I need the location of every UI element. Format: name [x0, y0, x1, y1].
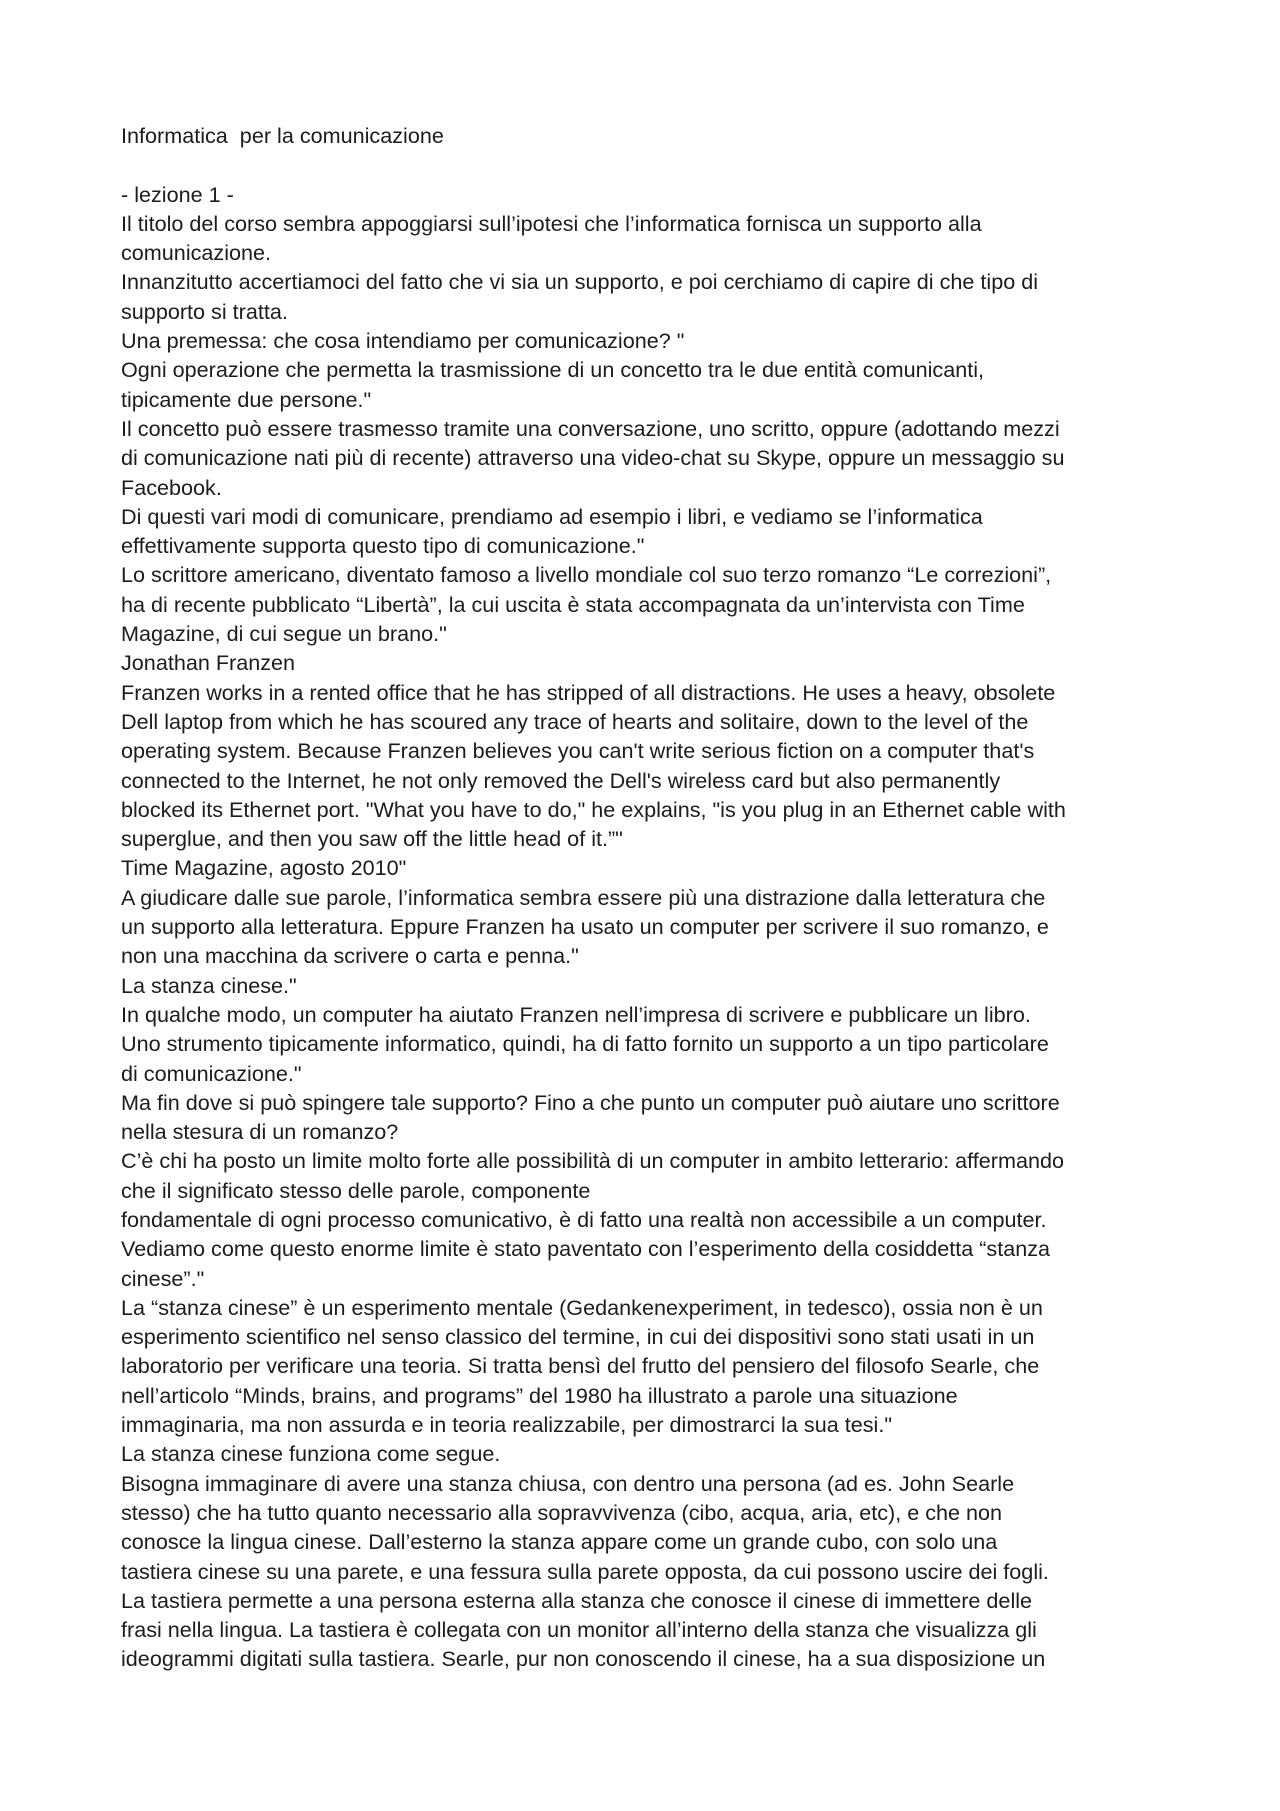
paragraph: Il titolo del corso sembra appoggiarsi sull’ipotesi che l’informatica fornisca un supporto alla comunicazione.: [121, 210, 982, 266]
paragraph: Di questi vari modi di comunicare, prendiamo ad esempio i libri, e vediamo se l’informatica effettivamente supporta questo tipo di comunicazione.": [121, 503, 983, 559]
paragraph: In qualche modo, un computer ha aiutato Franzen nell’impresa di scrivere e pubblicare un libro. Uno strumento tipicamente informatico, quindi, ha di fatto fornito un supporto a un tipo particolare di comunicazione.": [121, 1001, 1049, 1086]
paragraph: Il concetto può essere trasmesso tramite una conversazione, uno scritto, oppure (adottando mezzi di comunicazione nati più di recente) attraverso una video-chat su Skype, oppure un messaggio su Facebook.: [121, 415, 1065, 500]
paragraph: Ma fin dove si può spingere tale supporto? Fino a che punto un computer può aiutare uno scrittore nella stesura di un romanzo?: [121, 1089, 1060, 1145]
paragraph: Una premessa: che cosa intendiamo per comunicazione? ": [121, 328, 685, 354]
paragraph: C’è chi ha posto un limite molto forte alle possibilità di un computer in ambito letterario: affermando che il significato stesso delle parole, componente: [121, 1148, 1065, 1203]
paragraph: Ogni operazione che permetta la trasmissione di un concetto tra le due entità comunicanti, tipicamente due persone.": [121, 357, 985, 412]
lesson-label: - lezione 1 -: [121, 181, 234, 207]
quote-paragraph: Franzen works in a rented office that he has stripped of all distractions. He uses a heavy, obsolete Dell laptop from which he has scoured any trace of hearts and solitaire, down to the level of the operating system. Because Franzen believes you can't write serious fiction on a computer that's connected to the Internet, he not only removed the Dell's wireless card but also permanently blocked its Ethernet port. "What you have to do," he explains, "is you plug in an Ethernet cable with superglue, and then you saw off the little head of it.”": [121, 679, 1066, 852]
paragraph: Lo scrittore americano, diventato famoso a livello mondiale col suo terzo romanzo “Le correzioni”, ha di recente pubblicato “Libertà”, la cui uscita è stata accompagnata da un’intervista con Time Magazine, di cui segue un brano.": [121, 562, 1052, 647]
paragraph: Innanzitutto accertiamoci del fatto che vi sia un supporto, e poi cerchiamo di capire di che tipo di supporto si tratta.: [121, 269, 1039, 324]
document-title: Informatica per la comunicazione: [121, 123, 444, 148]
paragraph: Bisogna immaginare di avere una stanza chiusa, con dentro una persona (ad es. John Searle stesso) che ha tutto quanto necessario alla sopravvivenza (cibo, acqua, aria, etc), e che non conosce la lingua cinese. Dall’esterno la stanza appare come un grande cubo, con solo una tastiera cinese su una parete, e una fessura sulla parete opposta, da cui possono uscire dei fogli. La tastiera permette a una persona esterna alla stanza che conosce il cinese di immettere delle frasi nella lingua. La tastiera è collegata con un monitor all’interno della stanza che visualizza gli ideogrammi digitati sulla tastiera. Searle, pur non conoscendo il cinese, ha a sua disposizione un: [121, 1470, 1049, 1672]
document-body: [121, 121, 1171, 1674]
paragraph: fondamentale di ogni processo comunicativo, è di fatto una realtà non accessibile a un computer. Vediamo come questo enorme limite è stato paventato con l’esperimento della cosiddetta “stanza cinese”.": [121, 1206, 1051, 1291]
paragraph: La “stanza cinese” è un esperimento mentale (Gedankenexperiment, in tedesco), ossia non è un esperimento scientifico nel senso classico del termine, in cui dei dispositivi sono stati usati in un laboratorio per verificare una teoria. Si tratta bensì del frutto del pensiero del filosofo Searle, che nell’articolo “Minds, brains, and programs” del 1980 ha illustrato a parole una situazione immaginaria, ma non assurda e in teoria realizzabile, per dimostrarci la sua tesi.": [121, 1294, 1043, 1438]
author-name: Jonathan Franzen: [121, 650, 296, 676]
paragraph: A giudicare dalle sue parole, l’informatica sembra essere più una distrazione dalla letteratura che un supporto alla letteratura. Eppure Franzen ha usato un computer per scrivere il suo romanzo, e non una macchina da scrivere o carta e penna.": [121, 884, 1049, 969]
section-heading: La stanza cinese.": [121, 972, 297, 998]
paragraph: La stanza cinese funziona come segue.: [121, 1441, 501, 1467]
quote-source: Time Magazine, agosto 2010": [121, 855, 407, 881]
